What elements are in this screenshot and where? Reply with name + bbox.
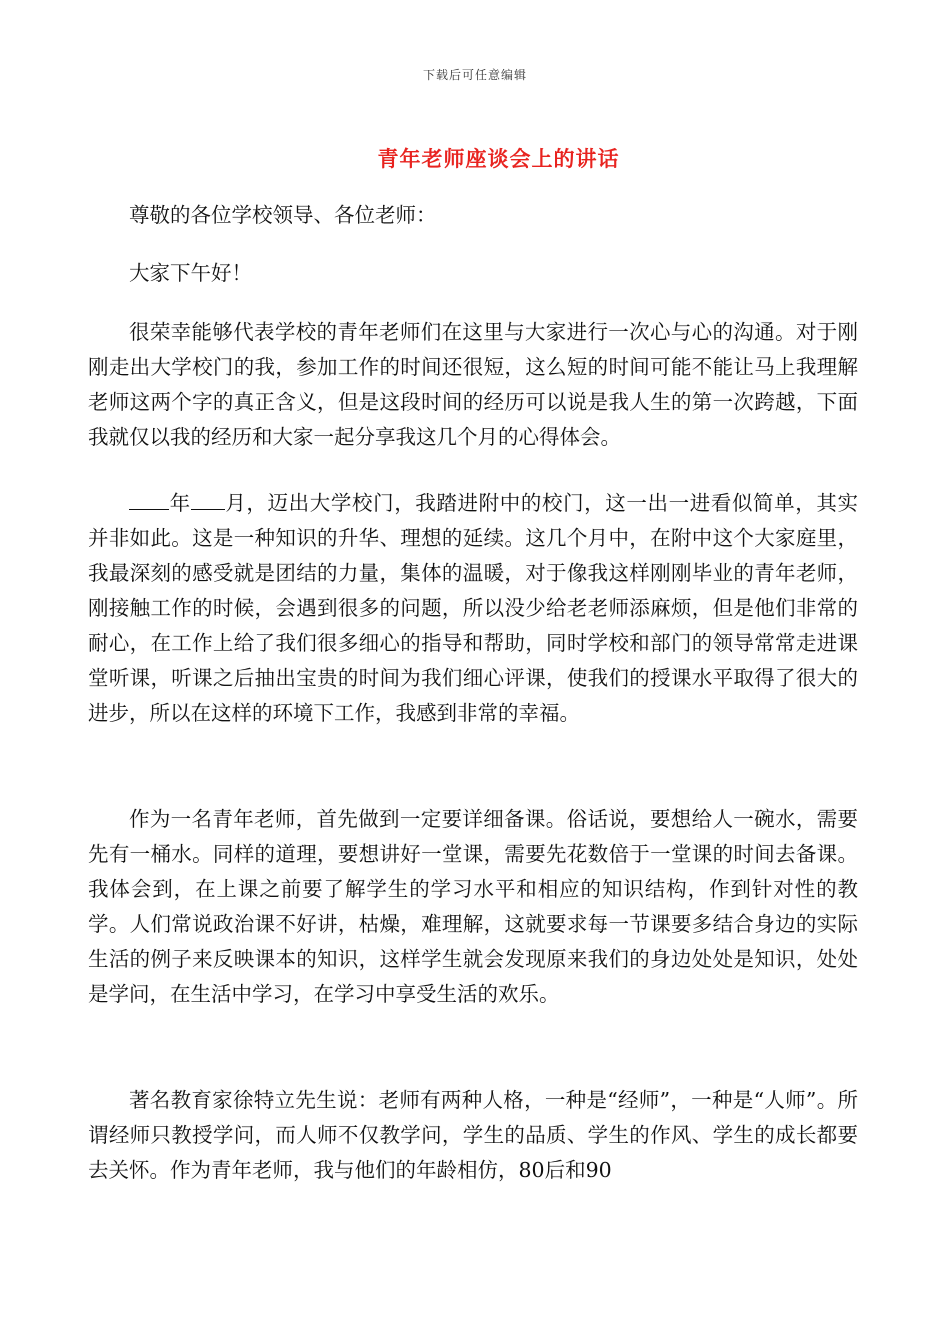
header-note: 下载后可任意编辑 [422,68,527,82]
year-blank [129,487,169,510]
paragraph-3: 作为一名青年老师，首先做到一定要详细备课。俗话说，要想给人一碗水，需要先有一桶水。同样的道理，要想讲好一堂课，需要先花数倍于一堂课的时间去备课。我体会到，在上课之前要了解学生的学习水平和相应的知识结构，作到针对性的教学。人们常说政治课不好讲，枯燥，难理解，这就要求每一节课要多结合身边的实际生活的例子来反映课本的知识，这样学生就会发现原来我们的身边处处是知识，处处是学问，在生活中学习，在学习中享受生活的欢乐。 [88,807,858,1006]
greeting-block [88,256,858,291]
paragraph-2-block [88,486,858,731]
paragraph-1: 很荣幸能够代表学校的青年老师们在这里与大家进行一次心与心的沟通。对于刚刚走出大学校门的我，参加工作的时间还很短，这么短的时间可能不能让马上我理解老师这两个字的真正含义，但是这段时间的经历可以说是我人生的第一次跨越，下面我就仅以我的经历和大家一起分享我这几个月的心得体会。 [88,320,858,449]
greeting: 大家下午好！ [129,261,252,285]
paragraph-1-block [88,315,858,455]
paragraph-2-year: 年 [169,491,191,515]
month-blank [191,487,225,510]
paragraph-2 [88,486,858,731]
paragraph-3-block [88,802,858,1012]
paragraph-4-block [88,1083,858,1188]
document-title: 青年老师座谈会上的讲话 [377,146,620,171]
salutation: 尊敬的各位学校领导、各位老师： [129,203,437,227]
salutation-block [88,198,858,233]
paragraph-2-text: 月，迈出大学校门，我踏进附中的校门，这一出一进看似简单，其实并非如此。这是一种知识的升华、理想的延续。这几个月中，在附中这个大家庭里，我最深刻的感受就是团结的力量，集体的温暖，对于像我这样刚刚毕业的青年老师，刚接触工作的时候，会遇到很多的问题，所以没少给老老师添麻烦，但是他们非常的耐心，在工作上给了我们很多细心的指导和帮助，同时学校和部门的领导常常走进课堂听课，听课之后抽出宝贵的时间为我们细心评课，使我们的授课水平取得了很大的进步，所以在这样的环境下工作，我感到非常的幸福。 [88,491,858,725]
paragraph-4: 著名教育家徐特立先生说：老师有两种人格，一种是“经师”，一种是“人师”。所谓经师只教授学问，而人师不仅教学问，学生的品质、学生的作风、学生的成长都要去关怀。作为青年老师，我与他们的年龄相仿，80后和90 [88,1088,858,1182]
